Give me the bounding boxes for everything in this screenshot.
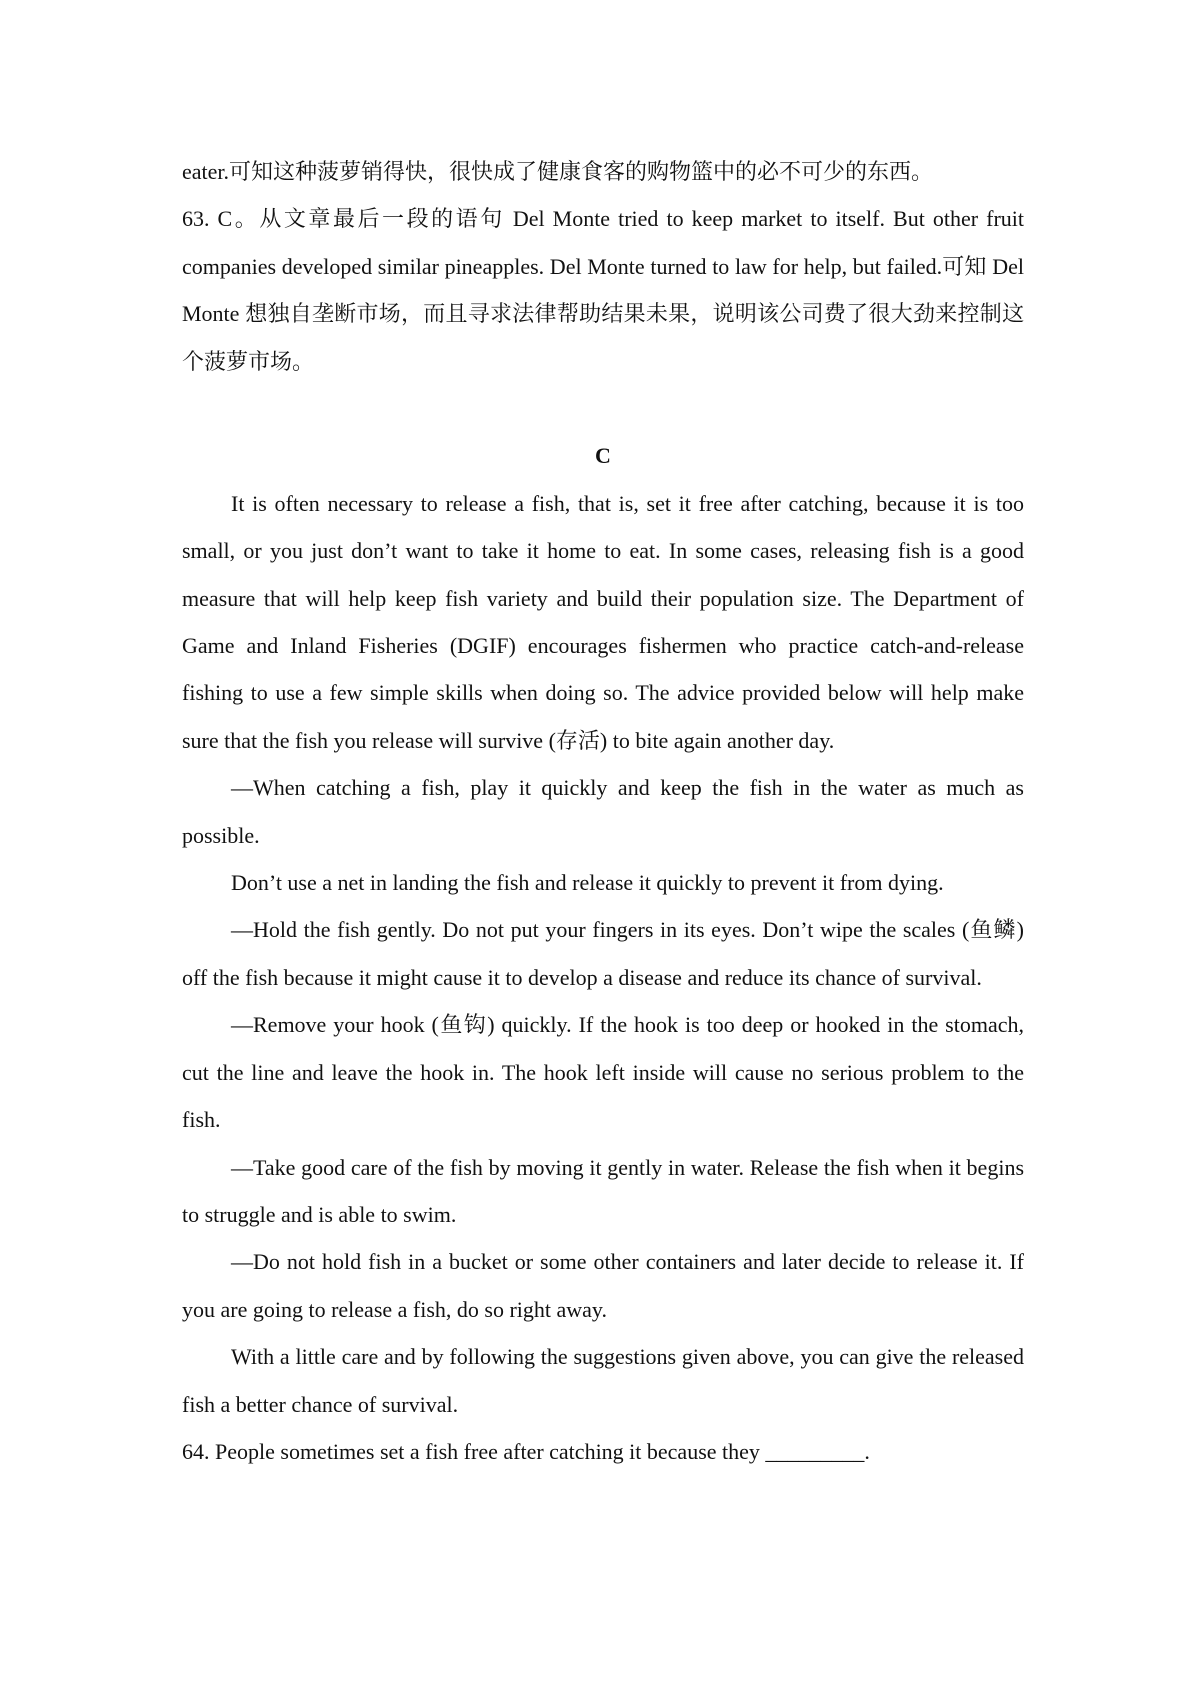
tip-hold-gently: —Hold the fish gently. Do not put your fingers in its eyes. Don’t wipe the scales (鱼鳞) off the fish because it might cause it to develop a disease and reduce its chance of survival. [182,917,1024,990]
tip-no-net: Don’t use a net in landing the fish and release it quickly to prevent it from dying. [231,870,944,896]
answer-62-continuation: eater.可知这种菠萝销得快，很快成了健康食客的购物篮中的必不可少的东西。 [182,159,934,184]
tip-play-quickly: —When catching a fish, play it quickly and keep the fish in the water as much as possible. [182,775,1024,848]
passage-conclusion-paragraph: With a little care and by following the suggestions given above, you can give the released fish a better chance of survival. [182,1344,1024,1417]
tip-care-in-water: —Take good care of the fish by moving it gently in water. Release the fish when it begins to struggle and is able to swim. [182,1154,1024,1227]
tip-remove-hook: —Remove your hook (鱼钩) quickly. If the hook is too deep or hooked in the stomach, cut the line and leave the hook in. The hook left inside will cause no serious problem to the fish. [182,1012,1024,1133]
page-content [182,148,1024,1475]
question-64: 64. People sometimes set a fish free after catching it because they _________. [182,1438,870,1464]
answer-63-explanation: 63. C。从文章最后一段的语句 Del Monte tried to keep market to itself. But other fruit companies developed similar pineapples. Del Monte turned to law for help, but failed.可知 Del Monte 想独自垄断市场，而且寻求法律帮助结果未果，说明该公司费了很大劲来控制这个菠萝市场。 [182,206,1024,374]
tip-release-right-away: —Do not hold fish in a bucket or some other containers and later decide to release it. If you are going to release a fish, do so right away. [182,1249,1024,1322]
section-title: C [595,443,611,469]
section-spacer [182,385,1024,432]
passage-intro-paragraph: It is often necessary to release a fish, that is, set it free after catching, because it is too small, or you just don’t want to take it home to eat. In some cases, releasing fish is a good measure that will help keep fish variety and build their population size. The Department of Game and Inland Fisheries (DGIF) encourages fishermen who practice catch-and-release fishing to use a few simple skills when doing so. The advice provided below will help make sure that the fish you release will survive (存活) to bite again another day. [182,490,1024,753]
